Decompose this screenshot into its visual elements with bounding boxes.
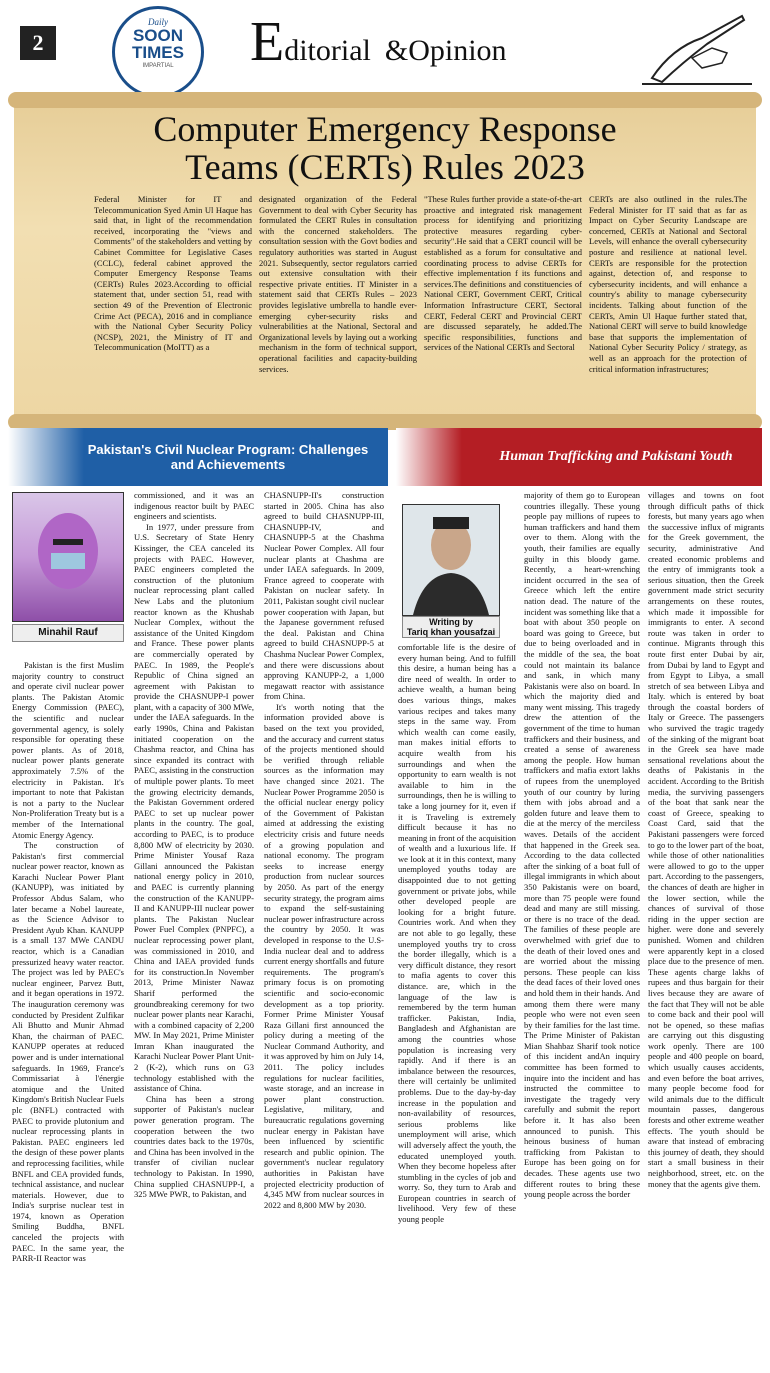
feature-col-2: designated organization of the Federal Government to deal with Cyber Security has formulated the CERT Rules in consultation with the concerned stakeholders. The consultation session with the Govt bodies and regulatory authorities was started in August 2021. Subsequently, sector regulators carried out extensive consultation with their respective private entities. IT Minister in a statement said that CERTs Rules – 2023 provides legislative umbrella to handle ever-emerging cyber-security risks and vulnerabilities at the National, Sectoral and Organizational levels by laying out a working mechanism in the form of technical support, operational facilities and capacity-building services. [259,194,417,374]
left-article-title: Pakistan's Civil Nuclear Program: Challenges and Achievements [87,442,369,472]
left-col-1: Pakistan is the first Muslim majority country to construct and operate civil nuclear power plants. The Pakistan Atomic Energy Commission (PAEC), the scientific and nuclear governmental agency, is solely responsible for operating these power plants. As of 2018, nuclear power plants generate approximately 7.5% of the electricity in Pakistan. It's important to note that Pakistan is not a party to the Nuclear Non-Proliferation Treaty but is a member of the International Atomic Energy Agency. The construction of Pakistan's first commercial nuclear power reactor, known as Karachi Nuclear Power Plant (KANUPP), was initiated by Professor Abdus Salam, who later became a Nobel laureate, as the Science Advisor to President Ayub Khan. KANUPP is a small 137 MWe CANDU reactor, which is a Canadian pressurized heavy water reactor. The project was led by PAEC's nuclear engineer, Parvez Butt, and it began operations in 1972. The inauguration ceremony was conducted by President Zulfikar Ali Bhutto and Munir Ahmad Khan, the chairman of PAEC. KANUPP operates at reduced power and is under international safeguards. In 1969, France's Commissariat à l'énergie atomique and the United Kingdom's British Nuclear Fuels plc (BNFL) contracted with PAEC to provide plutonium and nuclear reprocessing plants in Pakistan. PAEC engineers led the design of these power plants and reprocessing facilities, while BNFL and CEA provided funds, technical assistance, and nuclear materials. However, due to India's surprise nuclear test in 1974, known as Operation Smiling Buddha, BNFL canceled the projects with PAEC. In the same year, the PARR-II Reactor was [12,660,124,1264]
section-title: Editorial &Opinion [250,11,507,73]
page-number: 2 [20,26,56,60]
feature-col-1: Federal Minister for IT and Telecommunication Syed Amin Ul Haque has said that, in light of the recommendation received, incorporating the "views and Comments" of the stakeholders and vetting by Cabinet Committee for Legislative Cases (CCLC), federal cabinet approved the Computer Emergency Response Teams (CERTs) Rules 2023.According to official statement that, under section 51, read with section 49 of the Prevention of Electronic Crime Act (PECA), 2016 and in compliance with the National Cyber Security Policy (NCSP), 2021, the Ministry of IT and Telecommunication (MoITT) as a [94,194,252,353]
right-col-2: majority of them go to European countries illegally. These young people pay millions of rupees to human traffickers and hand them over to them. Along with the youth, their families are equally guilty in this bloody game. Recently, a heart-wrenching incident occurred in the sea of Greece which left the entire nation dead. The nature of the incident was something like that a boat with about 350 people on board was going to Greece, but due to being overloaded and in the middle of the sea, the boat could not maintain its balance and sank, in which many Pakistanis were also on board. In which the majority died and many went missing. This tragedy drew the attention of the government of the time to human traffickers and their business, and created a sense of awareness among the people. How human traffickers and mafia extort lakhs of rupees from the unemployed youth of our country by luring them with jobs abroad and a golden future and leave them to die at the mercy of the merciless waves. Details of the accident that happened in the Greek sea. According to the data collected after the sinking of a boat full of illegal immigrants in which about 350 Pakistanis were on board, more than 75 people were found dead and many are still missing. or there is no trace of the dead. The families of these people are overwhelmed with grief due to the death of their loved ones and are worried about the missing persons. These people can kiss the dead faces of their loved ones and hold them in their hands. And among them there were many people who were not even seen by their families for the last time. The Prime Minister of Pakistan Mian Shahbaz Sharif took notice of this incident andAn inquiry committee has been formed to inquire into the incident and has instructed the committee to investigate the tragedy very carefully and submit the report before it. It has also been announced to punish. This heinous business of human trafficking from Pakistan to Europe has been going on for decades. These agents use two different routes to bring these young people across the border [524,490,640,1200]
right-article-header [396,428,762,488]
feature-col-4: CERTs are also outlined in the rules.The Federal Minister for IT said that as far as Impact on Cyber Security Landscape are concerned, CERTs at National and Sectoral Levels, will enhance the overall cybersecurity posture and resilience at national level. CERTs are responsible for the protection against, detection of, and response to cybersecurity incidents, and will enhance a country's ability to manage cybersecurity incidents. Talking about function of the CERTs, Amin Ul Haque further stated that, National CERT will serve to build knowledge base that supports the implementation of National Cyber Security Policy / strategy, as well as an approach for the protection of critical information infrastructures; [589,194,747,374]
feature-col-3: "These Rules further provide a state-of-the-art proactive and integrated risk management process for identifying and prioritizing protective measures regarding cyber-security".He said that a CERT council will be established as a forum for consultative and coordinating process to advise CERTs for effective implementation f its functions and services.The definitions and constituencies of National CERT, Government CERT, Critical Information Infrastructure CERT, Sectoral CERT, Federal CERT and Provincial CERT are discussed separately, he added.The specific responsibilities, functions and services of the National CERTs and Sectoral [424,194,582,353]
quill-hand-icon [632,8,760,88]
author-name: Minahil Rauf [12,624,124,642]
feature-scroll [14,96,756,426]
left-col-3: CHASNUPP-II's construction started in 2005. China has also agreed to build CHASNUPP-III, CHASNUPP-IV, and CHASNUPP-5 at the Chashma Nuclear Power Complex. All four nuclear plants at Chashma are under IAEA safeguards. In 2009, France agreed to cooperate with Pakistan on nuclear safety. In 2011, Pakistan sought civil nuclear power cooperation with Japan, but the Japanese government refused the deal. Pakistan and China agreed to build CHASNUPP-5 at Chashma Nuclear Power Complex, and there were discussions about approving KANUPP-2, a 1,000 megawatt reactor with assistance from China. It's worth noting that the information provided above is based on the text you provided, and the accuracy and current status of the projects mentioned should be verified through reliable sources as the information may have changed since 2021. The Nuclear Power Programme 2050 is the official nuclear energy policy of the Government of Pakistan aimed at addressing the existing electricity crisis and future needs of a growing population and national economy. The program seeks to increase energy production from nuclear sources by 2050. As part of the energy security strategy, the program aims to expand the self-sustaining nuclear power infrastructure across the country by 2050. It was developed in response to the U.S-India nuclear deal and to address current energy shortfalls and future requirements. The program's primary focus is on promoting scientific and socio-economic development as a top priority. Former Prime Minister Yousaf Raza Gillani first announced the policy during a meeting of the Nuclear Command Authority, and it was approved by him on July 14, 2011. The policy includes regulations for nuclear facilities, waste storage, and an increase in power plant construction. Legislative, military, and bureaucratic regulations governing nuclear energy in Pakistan have been influenced by scientific research and public opinion. The government's nuclear regulatory authorities in Pakistan have projected electricity production of 4,345 MW from nuclear sources in 2022 and 8,800 MW by 2030. [264,490,384,1210]
author-photo [12,492,124,622]
right-col-1: comfortable life is the desire of every human being. And to fulfill this desire, a human being has a dire need of wealth. In order to achieve wealth, a human being does various things, makes various recipes and takes many steps in the same way. From which wealth can come easily, man makes initial efforts to acquire wealth from his surroundings and when the opportunity to earn wealth is not available to him in the surroundings, then he is willing to take a long journey for it, even if it is Traveling is extremely difficult because it has no meaning in front of the acquisition of wealth and a luxurious life. If we look at it in this context, many unemployed youths today are disappointed due to not getting government or private jobs, while other developed people are looking for a bright future. Countries work. And when they are not able to go legally, these unemployed youths try to cross the border illegally, which is a very difficult distance, they resort to mafia agents to cover this distance. are, which in the language of the law is remembered by the term human trafficker. Pakistan, India, Bangladesh and Afghanistan are among the countries whose population is increasing very rapidly. And if there is an imbalance between the resources, there will certainly be unlimited problems. Due to the day-by-day increase in the population and non-availability of resources, serious problems like unemployment will arise, which will adversely affect the youth, the educated unemployed youth. When they become hopeless after stumbling in the cycles of job and worry. So, they turn to Arab and European countries in search of livelihood. Very few of these young people [398,642,516,1225]
right-article-title: Human Trafficking and Pakistani Youth [499,449,733,464]
writer-photo [402,504,500,616]
left-col-2: commissioned, and it was an indigenous reactor built by PAEC engineers and scientists. In 1977, under pressure from U.S. Secretary of State Henry Kissinger, the CEA canceled its projects with PAEC. However, PAEC engineers completed the construction of the plutonium nuclear reprocessing plant called New Labs and the plutonium reactor known as the Khushab Nuclear Complex, without the assistance of the United Kingdom and France. These power plants are commercially operated by PAEC. In 1989, the People's Republic of China signed an agreement with Pakistan to provide the CHASNUPP-I power plant, with a capacity of 300 MWe, under the IAEA safeguards. In the early 1990s, China and Pakistan initiated cooperation on the Chashma reactor, and China has since expanded its contract with PAEC, assisting in the construction of multiple power plants. To meet the growing electricity demands, the Pakistan Government ordered PAEC to set up nuclear power plants in the country. The goal, according to PAEC, is to produce 8,800 MW of electricity by 2030. Prime Minister Yousaf Raza Gillani announced the Pakistan national energy policy in 2010, and PAEC is currently planning the construction of the KANUPP-II and KANUPP-III nuclear power plants. The Pakistan Nuclear Power Fuel Complex (PNPFC), a nuclear reprocessing power plant, was commissioned in 2010, and China and IAEA provided funds for its construction.In November 2013, Prime Minister Nawaz Sharif performed the groundbreaking ceremony for two nuclear power plants near Karachi, with a combined capacity of 2,200 MW. In May 2021, Prime Minister Imran Khan inaugurated the Karachi Nuclear Power Plant Unit-2 (K-2), which runs on G3 technology established with the assistance of China. China has been a strong supporter of Pakistan's nuclear power generation program. The cooperation between the two countries dates back to the 1970s, and China has been involved in the transfer of civilian nuclear technology to Pakistan. In 1990, China supplied CHASNUPP-I, a 325 MWe PWR, to Pakistan, and [134,490,254,1200]
right-col-3: villages and towns on foot through difficult paths of thick forests, but many years ago when the successive influx of migrants for the Greek government, the security, administrative And created economic problems and the entry of immigrants took a serious situation, then the Greek government made strict security arrangements on these routes, which made it impossible for immigrants to enter. A second route was taken in order to continue. Migrants through this route first enter Dubai by air, from Dubai by land to Egypt and from Egypt to Libya, a small stretch of sea between Libya and Italy. which is entered by boat through the coastal borders of Italy or Greece. The passengers who survived the tragic tragedy of the sinking of the migrant boat in the Greek sea have made sensational revelations about the deaths of Pakistanis in the accident. According to the British media, the surviving passengers of the boat that sank near the coast of Greece, speaking to Coast Card, said that the Pakistani passengers were forced to go to the lower part of the boat, while those of other nationalities were allowed to go to the upper part. According to the passengers, the chances of death are higher in the lower section, while the chances of survival of those riding in the upper section are higher. were done and severely punished. Women and children were apparently kept in a closed place due to the presence of men. These agents charge lakhs of rupees and thus bargain for their lives because they are aware of the fact that They will not be able to come back and their pool will not be opened, so these mafias are carrying out this disgusting work openly. There are 100 people and 400 people on board, which usually causes accidents, and even before the boat arrives, many people become food for wild animals due to the difficult mountain passes, dangerous forests and other extreme weather effects. The youth should be aware that instead of embracing this journey of death, they should start a small business in their neighborhood, street, etc. on the money that the agents give them. [648,490,764,1189]
newspaper-logo: Daily SOON TIMES IMPARTIAL [112,6,204,98]
masthead [0,0,770,96]
feature-title: Computer Emergency Response Teams (CERTs) Rules 2023 [153,109,617,187]
left-article-header [8,428,388,488]
writer-credit: Writing by Tariq khan yousafzai [402,616,500,638]
